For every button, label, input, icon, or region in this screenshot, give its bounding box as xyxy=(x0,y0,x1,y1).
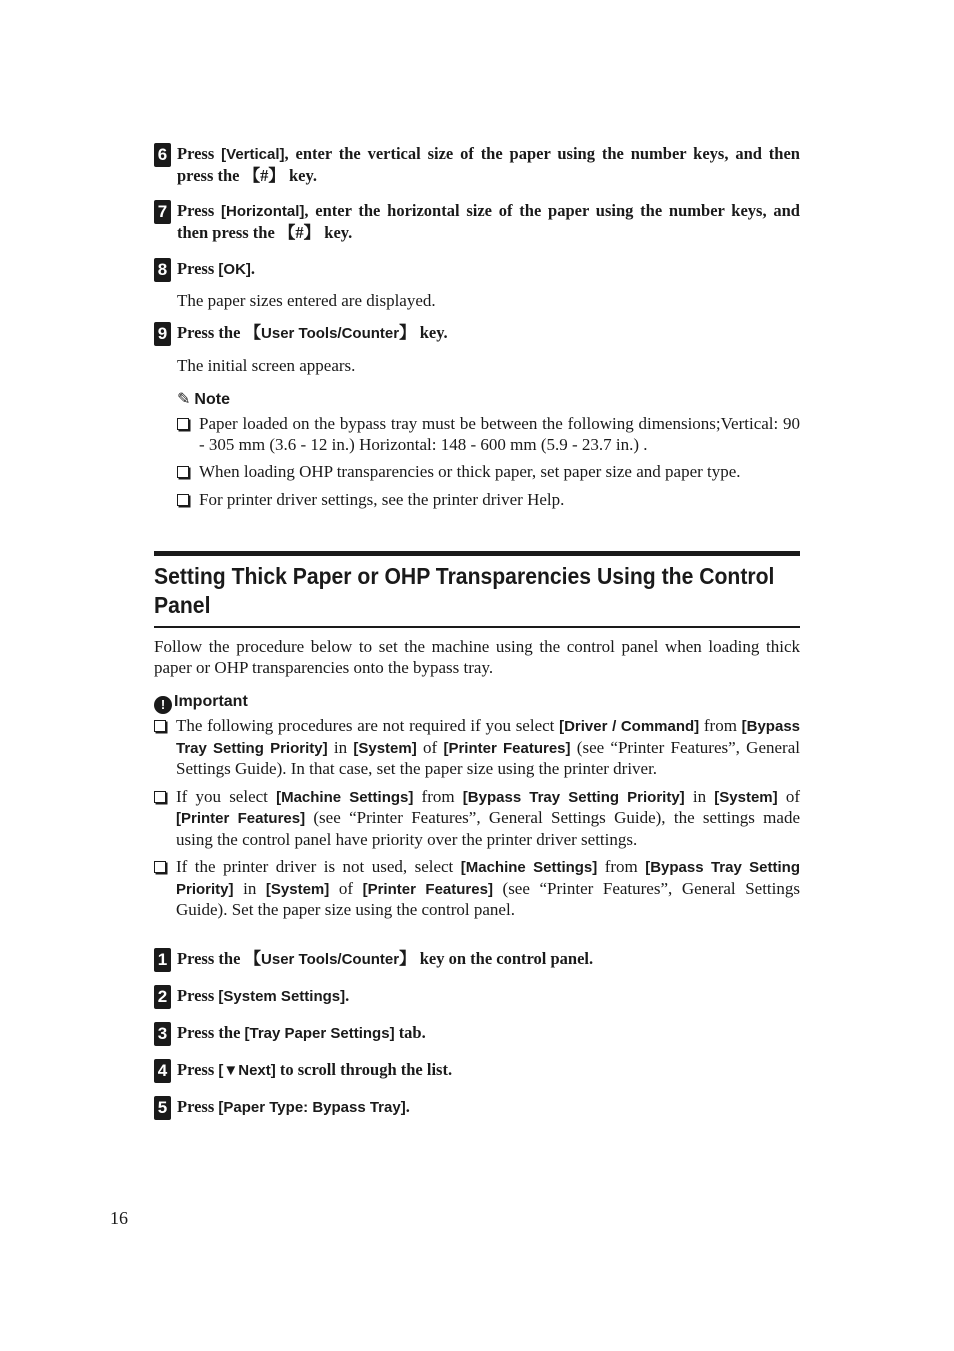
ui-key-label: User Tools/Counter xyxy=(261,951,400,968)
checkbox-bullet-icon xyxy=(154,861,166,873)
step-7 xyxy=(154,200,800,243)
step-number: 3 xyxy=(154,1022,171,1046)
ui-key-label: [Paper Type: Bypass Tray] xyxy=(218,1099,406,1116)
section-rule-bottom xyxy=(154,626,800,628)
step-number: 7 xyxy=(154,200,171,224)
step-number: 6 xyxy=(154,143,171,167)
ui-key-label: [OK] xyxy=(218,261,251,278)
ui-key-label: [Vertical] xyxy=(221,146,285,163)
note-item: When loading OHP transparencies or thick paper, set paper size and paper type. xyxy=(177,462,800,483)
section-rule-top xyxy=(154,551,800,556)
step-number: 4 xyxy=(154,1059,171,1083)
step-number: 2 xyxy=(154,985,171,1009)
step-number: 8 xyxy=(154,258,171,282)
step-result: The paper sizes entered are displayed. xyxy=(177,291,436,310)
note-list xyxy=(177,414,800,517)
important-item: If you select [Machine Settings] from [Bypass Tray Setting Priority] in [System] of [Printer Features] (see “Printer Features”, General Settings Guide), the settings made using the control panel have priority over the printer driver settings. xyxy=(154,787,800,851)
pencil-icon: ✎ xyxy=(177,391,191,408)
important-heading: ! Important xyxy=(154,692,248,714)
section-intro: Follow the procedure below to set the machine using the control panel when loading thick paper or OHP transparencies onto the bypass tray. xyxy=(154,637,800,677)
step-9 xyxy=(154,322,800,344)
step-2 xyxy=(154,985,800,1007)
step-instruction: Press the 【User Tools/Counter】 key. xyxy=(177,323,448,342)
page-number: 16 xyxy=(110,1208,128,1228)
step-instruction: Press [Horizontal], enter the horizontal size of the paper using the number keys, and then press the 【#】 key. xyxy=(177,201,800,242)
step-number: 1 xyxy=(154,948,171,972)
checkbox-bullet-icon xyxy=(177,494,189,506)
ui-key-label: [Horizontal] xyxy=(221,203,305,220)
section-heading: Setting Thick Paper or OHP Transparencies Using the Control Panel xyxy=(154,563,775,618)
step-number: 5 xyxy=(154,1096,171,1120)
step-1 xyxy=(154,948,800,970)
step-8 xyxy=(154,258,800,280)
step-instruction: Press the [Tray Paper Settings] tab. xyxy=(177,1023,426,1042)
important-item: If the printer driver is not used, select [Machine Settings] from [Bypass Tray Setting Priority] in [System] of [Printer Features] (see “Printer Features”, General Settings Guide). Set the paper size using the control panel. xyxy=(154,857,800,921)
checkbox-bullet-icon xyxy=(154,720,166,732)
step-result: The initial screen appears. xyxy=(177,356,356,375)
note-heading: ✎ Note xyxy=(177,391,230,408)
step-6 xyxy=(154,143,800,186)
ui-key-label: User Tools/Counter xyxy=(261,325,400,342)
step-number: 9 xyxy=(154,322,171,346)
step-instruction: Press [System Settings]. xyxy=(177,986,350,1005)
step-3 xyxy=(154,1022,800,1044)
checkbox-bullet-icon xyxy=(177,466,189,478)
checkbox-bullet-icon xyxy=(154,791,166,803)
ui-key-label: [Tray Paper Settings] xyxy=(244,1025,395,1042)
step-4 xyxy=(154,1059,800,1081)
note-item: Paper loaded on the bypass tray must be between the following dimensions;Vertical: 90 - 305 mm (3.6 - 12 in.) Horizontal: 148 - 600 mm (5.9 - 23.7 in.) . xyxy=(177,414,800,455)
step-instruction: Press [Vertical], enter the vertical size of the paper using the number keys, and then press the 【#】 key. xyxy=(177,144,800,185)
important-list xyxy=(154,716,800,928)
important-icon: ! xyxy=(154,696,172,714)
important-item: The following procedures are not required if you select [Driver / Command] from [Bypass Tray Setting Priority] in [System] of [Printer Features] (see “Printer Features”, General Settings Guide). In that case, set the paper size using the printer driver. xyxy=(154,716,800,780)
step-instruction: Press [OK]. xyxy=(177,259,256,278)
note-item: For printer driver settings, see the printer driver Help. xyxy=(177,490,800,511)
step-5 xyxy=(154,1096,800,1118)
step-instruction: Press [Paper Type: Bypass Tray]. xyxy=(177,1097,410,1116)
step-instruction: Press the 【User Tools/Counter】 key on the control panel. xyxy=(177,949,594,968)
ui-key-label: [▼Next] xyxy=(218,1062,276,1079)
ui-key-label: [System Settings] xyxy=(218,988,346,1005)
step-instruction: Press [▼Next] to scroll through the list. xyxy=(177,1060,453,1079)
checkbox-bullet-icon xyxy=(177,418,189,430)
